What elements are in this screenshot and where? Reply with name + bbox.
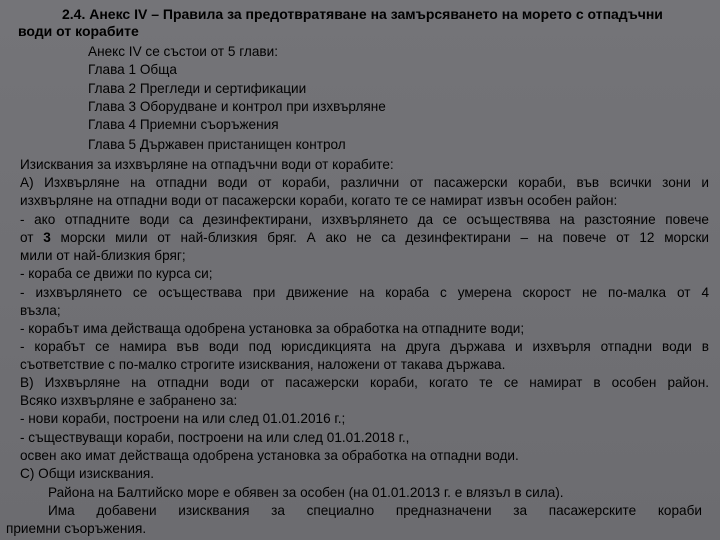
distance-value: 3	[43, 230, 51, 245]
paragraph-a-line-5: мили от най-близкия бряг;	[20, 248, 186, 263]
distance-prefix: от	[20, 230, 44, 245]
chapter-item-4: Глава 4 Приемни съоръжения	[88, 117, 279, 132]
paragraph-a-line-4	[20, 230, 709, 246]
paragraph-a-line-11: съответствие с по-малко строгите изисквания, наложени от такава държава.	[20, 357, 506, 372]
title-line-2: води от корабите	[18, 23, 139, 39]
paragraph-c-line-2: Има добавени изисквания за специално предназначени за пасажерските кораби	[48, 503, 702, 518]
distance-suffix: морски мили от най-близкия бряг. А ако не са дезинфектирани – на повече от 12 морски	[50, 230, 709, 245]
paragraph-b-line-4: - съществуващи кораби, построени на или след 01.01.2018 г.,	[20, 430, 410, 445]
paragraph-a-line-2: изхвърляне на отпадни води от пасажерски кораби, когато те се намират извън особен район:	[20, 193, 618, 208]
paragraph-c-line-3: приемни съоръжения.	[6, 521, 147, 536]
chapters-intro: Анекс IV се състои от 5 глави:	[88, 44, 279, 59]
chapter-item-5: Глава 5 Държавен пристанищен контрол	[88, 137, 346, 152]
chapter-item-3: Глава 3 Оборудване и контрол при изхвърляне	[88, 99, 386, 114]
paragraph-a-line-1: А) Изхвърляне на отпадни води от кораби, различни от пасажерски кораби, във всички зони и	[20, 175, 709, 190]
paragraph-c-line-1: Района на Балтийско море е обявен за особен (на 01.01.2013 г. е влязъл в сила).	[48, 485, 564, 500]
requirements-heading: Изисквания за изхвърляне на отпадъчни води от корабите:	[20, 157, 394, 172]
paragraph-a-line-6: - кораба се движи по курса си;	[20, 266, 213, 281]
paragraph-a-line-3: - ако отпадните води са дезинфектирани, изхвърлянето да се осъществява на разстояние повече	[20, 212, 709, 227]
paragraph-b-line-3: - нови кораби, построени на или след 01.01.2016 г.;	[20, 411, 346, 426]
paragraph-a-line-8: възла;	[20, 303, 61, 318]
paragraph-b-line-2: Всяко изхвърляне е забранено за:	[20, 393, 238, 408]
paragraph-a-line-10: - корабът се намира във води под юрисдикцията на друга държава и изхвърля отпадни води в	[20, 339, 709, 354]
title-line-1: 2.4. Анекс IV – Правила за предотвратяване на замърсяването на морето с отпадъчни	[62, 6, 663, 22]
paragraph-a-line-9: - корабът има действаща одобрена установка за обработка на отпадните води;	[20, 321, 525, 336]
chapter-item-2: Глава 2 Прегледи и сертификации	[88, 81, 307, 96]
paragraph-a-line-7: - изхвърлянето се осъществава при движение на кораба с умерена скорост не по-малка от 4	[20, 285, 709, 300]
paragraph-b-line-1: В) Изхвърляне на отпадни води от пасажерски кораби, когато те се намират в особен район.	[20, 375, 709, 390]
paragraph-c-heading: С) Общи изисквания.	[20, 466, 155, 481]
chapter-item-1: Глава 1 Обща	[88, 62, 177, 77]
paragraph-b-line-5: освен ако имат действаща одобрена установка за обработка на отпадни води.	[20, 448, 519, 463]
